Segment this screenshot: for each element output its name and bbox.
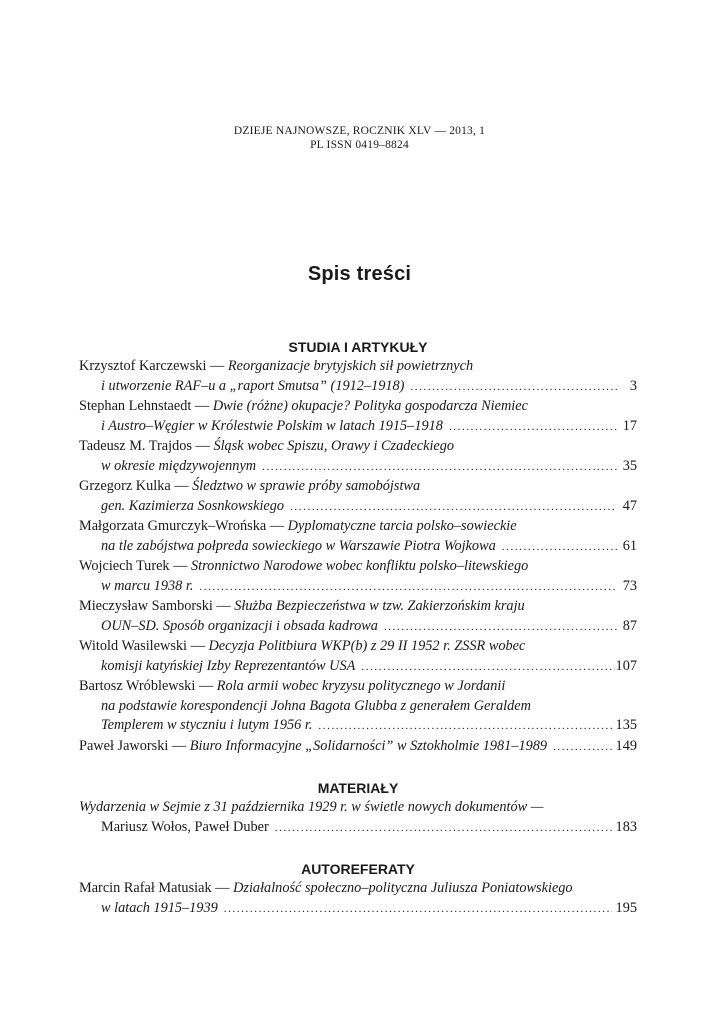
entry-title: Działalność społeczno–polityczna Juliusza Poniatowskiego <box>233 880 573 896</box>
entry-title-cont: w marcu 1938 r. <box>101 577 194 594</box>
entry-author: Mariusz Wołos, Paweł Duber <box>101 818 269 835</box>
entry-title-cont: i Austro–Węgier w Królestwie Polskim w latach 1915–1918 <box>101 417 443 434</box>
entry-author: Paweł Jaworski — <box>79 737 190 754</box>
toc-entry[interactable] <box>79 397 637 437</box>
entry-title: Śląsk wobec Spiszu, Orawy i Czadeckiego <box>213 438 455 454</box>
entry-title-cont: Templerem w styczniu i lutym 1956 r. <box>101 717 313 733</box>
toc-entry[interactable] <box>79 437 637 477</box>
journal-header-line2: PL ISSN 0419–8824 <box>310 139 409 151</box>
entry-author: Krzysztof Karczewski — <box>79 358 228 374</box>
leader-dots <box>224 900 612 920</box>
entry-page: 149 <box>615 737 637 754</box>
entry-author: Wojciech Turek — <box>79 558 192 574</box>
entry-page: 73 <box>622 577 637 594</box>
toc-entry[interactable] <box>79 798 637 838</box>
entry-page: 135 <box>615 717 637 733</box>
leader-dots <box>318 717 611 737</box>
toc-entry[interactable] <box>79 597 637 637</box>
leader-dots <box>262 458 617 478</box>
entry-title: Biuro Informacyjne „Solidarności” w Sztokholmie 1981–1989 <box>189 737 548 754</box>
entry-author: Małgorzata Gmurczyk–Wrońska — <box>79 518 288 534</box>
entry-title: Wydarzenia w Sejmie z 31 października 1929 r. w świetle nowych dokumentów — <box>79 799 544 815</box>
entry-author: Witold Wasilewski — <box>79 638 209 654</box>
entry-title: Służba Bezpieczeństwa w tzw. Zakierzońskim kraju <box>234 598 525 614</box>
entry-title: Stronnictwo Narodowe wobec konfliktu polsko–litewskiego <box>191 558 529 574</box>
section-heading-studia: STUDIA I ARTYKUŁY <box>288 339 428 355</box>
entry-title-cont: na podstawie korespondencji Johna Bagota Glubba z generałem Geraldem <box>101 697 531 714</box>
entry-author: Mieczysław Samborski — <box>79 598 235 614</box>
entry-page: 87 <box>622 617 637 634</box>
toc-entry[interactable] <box>79 637 637 677</box>
entry-title-cont: w okresie międzywojennym <box>101 457 257 474</box>
entry-author: Bartosz Wróblewski — <box>79 678 217 694</box>
entry-title-cont: na tle zabójstwa połpreda sowieckiego w Warszawie Piotra Wojkowa <box>101 537 496 554</box>
entry-page: 183 <box>615 818 637 835</box>
toc-entry[interactable] <box>79 677 637 737</box>
entry-title: Dyplomatyczne tarcia polsko–sowieckie <box>287 518 517 534</box>
leader-dots <box>275 819 612 839</box>
leader-dots <box>290 498 617 518</box>
entry-title: Rola armii wobec kryzysu politycznego w Jordanii <box>216 678 506 694</box>
journal-header <box>0 124 719 152</box>
leader-dots <box>410 378 617 398</box>
toc-entry[interactable] <box>79 517 637 557</box>
leader-dots <box>361 658 611 678</box>
toc-entry[interactable] <box>79 737 637 758</box>
entry-title-cont: OUN–SD. Sposób organizacji i obsada kadrowa <box>101 617 378 634</box>
toc-entry[interactable] <box>79 879 637 919</box>
entry-title-cont: gen. Kazimierza Sosnkowskiego <box>101 497 285 514</box>
leader-dots <box>502 538 617 558</box>
entry-author: Tadeusz M. Trajdos — <box>79 438 214 454</box>
entry-title: Reorganizacje brytyjskich sił powietrznych <box>227 358 474 374</box>
entry-author: Grzegorz Kulka — <box>79 478 193 494</box>
leader-dots <box>384 618 617 638</box>
entry-title-cont: komisji katyńskiej Izby Reprezentantów USA <box>101 657 356 674</box>
entry-title: Decyzja Politbiura WKP(b) z 29 II 1952 r. ZSSR wobec <box>208 638 526 654</box>
entry-title-cont: w latach 1915–1939 <box>101 899 218 916</box>
entry-author: Marcin Rafał Matusiak — <box>79 880 234 896</box>
entry-page: 61 <box>622 537 637 554</box>
leader-dots <box>553 738 611 758</box>
section-heading-autoreferaty: AUTOREFERATY <box>301 861 415 877</box>
page-title: Spis treści <box>307 263 412 285</box>
entry-page: 3 <box>629 377 637 394</box>
journal-header-line1: DZIEJE NAJNOWSZE, ROCZNIK XLV — 2013, 1 <box>233 125 486 137</box>
toc-entry[interactable] <box>79 477 637 517</box>
leader-dots <box>199 578 617 598</box>
entry-page: 35 <box>622 457 637 474</box>
entry-title: Śledztwo w sprawie próby samobójstwa <box>192 478 421 494</box>
table-of-contents <box>79 338 637 919</box>
entry-page: 107 <box>615 657 637 674</box>
leader-dots <box>449 418 617 438</box>
entry-title: Dwie (różne) okupacje? Polityka gospodarcza Niemiec <box>212 398 528 414</box>
entry-page: 17 <box>622 417 637 434</box>
entry-title-cont: i utworzenie RAF–u a „raport Smutsa” (1912–1918) <box>101 377 405 394</box>
toc-entry[interactable] <box>79 557 637 597</box>
toc-entry[interactable] <box>79 357 637 397</box>
entry-author: Stephan Lehnstaedt — <box>79 398 213 414</box>
entry-page: 195 <box>615 899 637 916</box>
entry-page: 47 <box>622 497 637 514</box>
section-heading-materialy: MATERIAŁY <box>317 780 399 796</box>
